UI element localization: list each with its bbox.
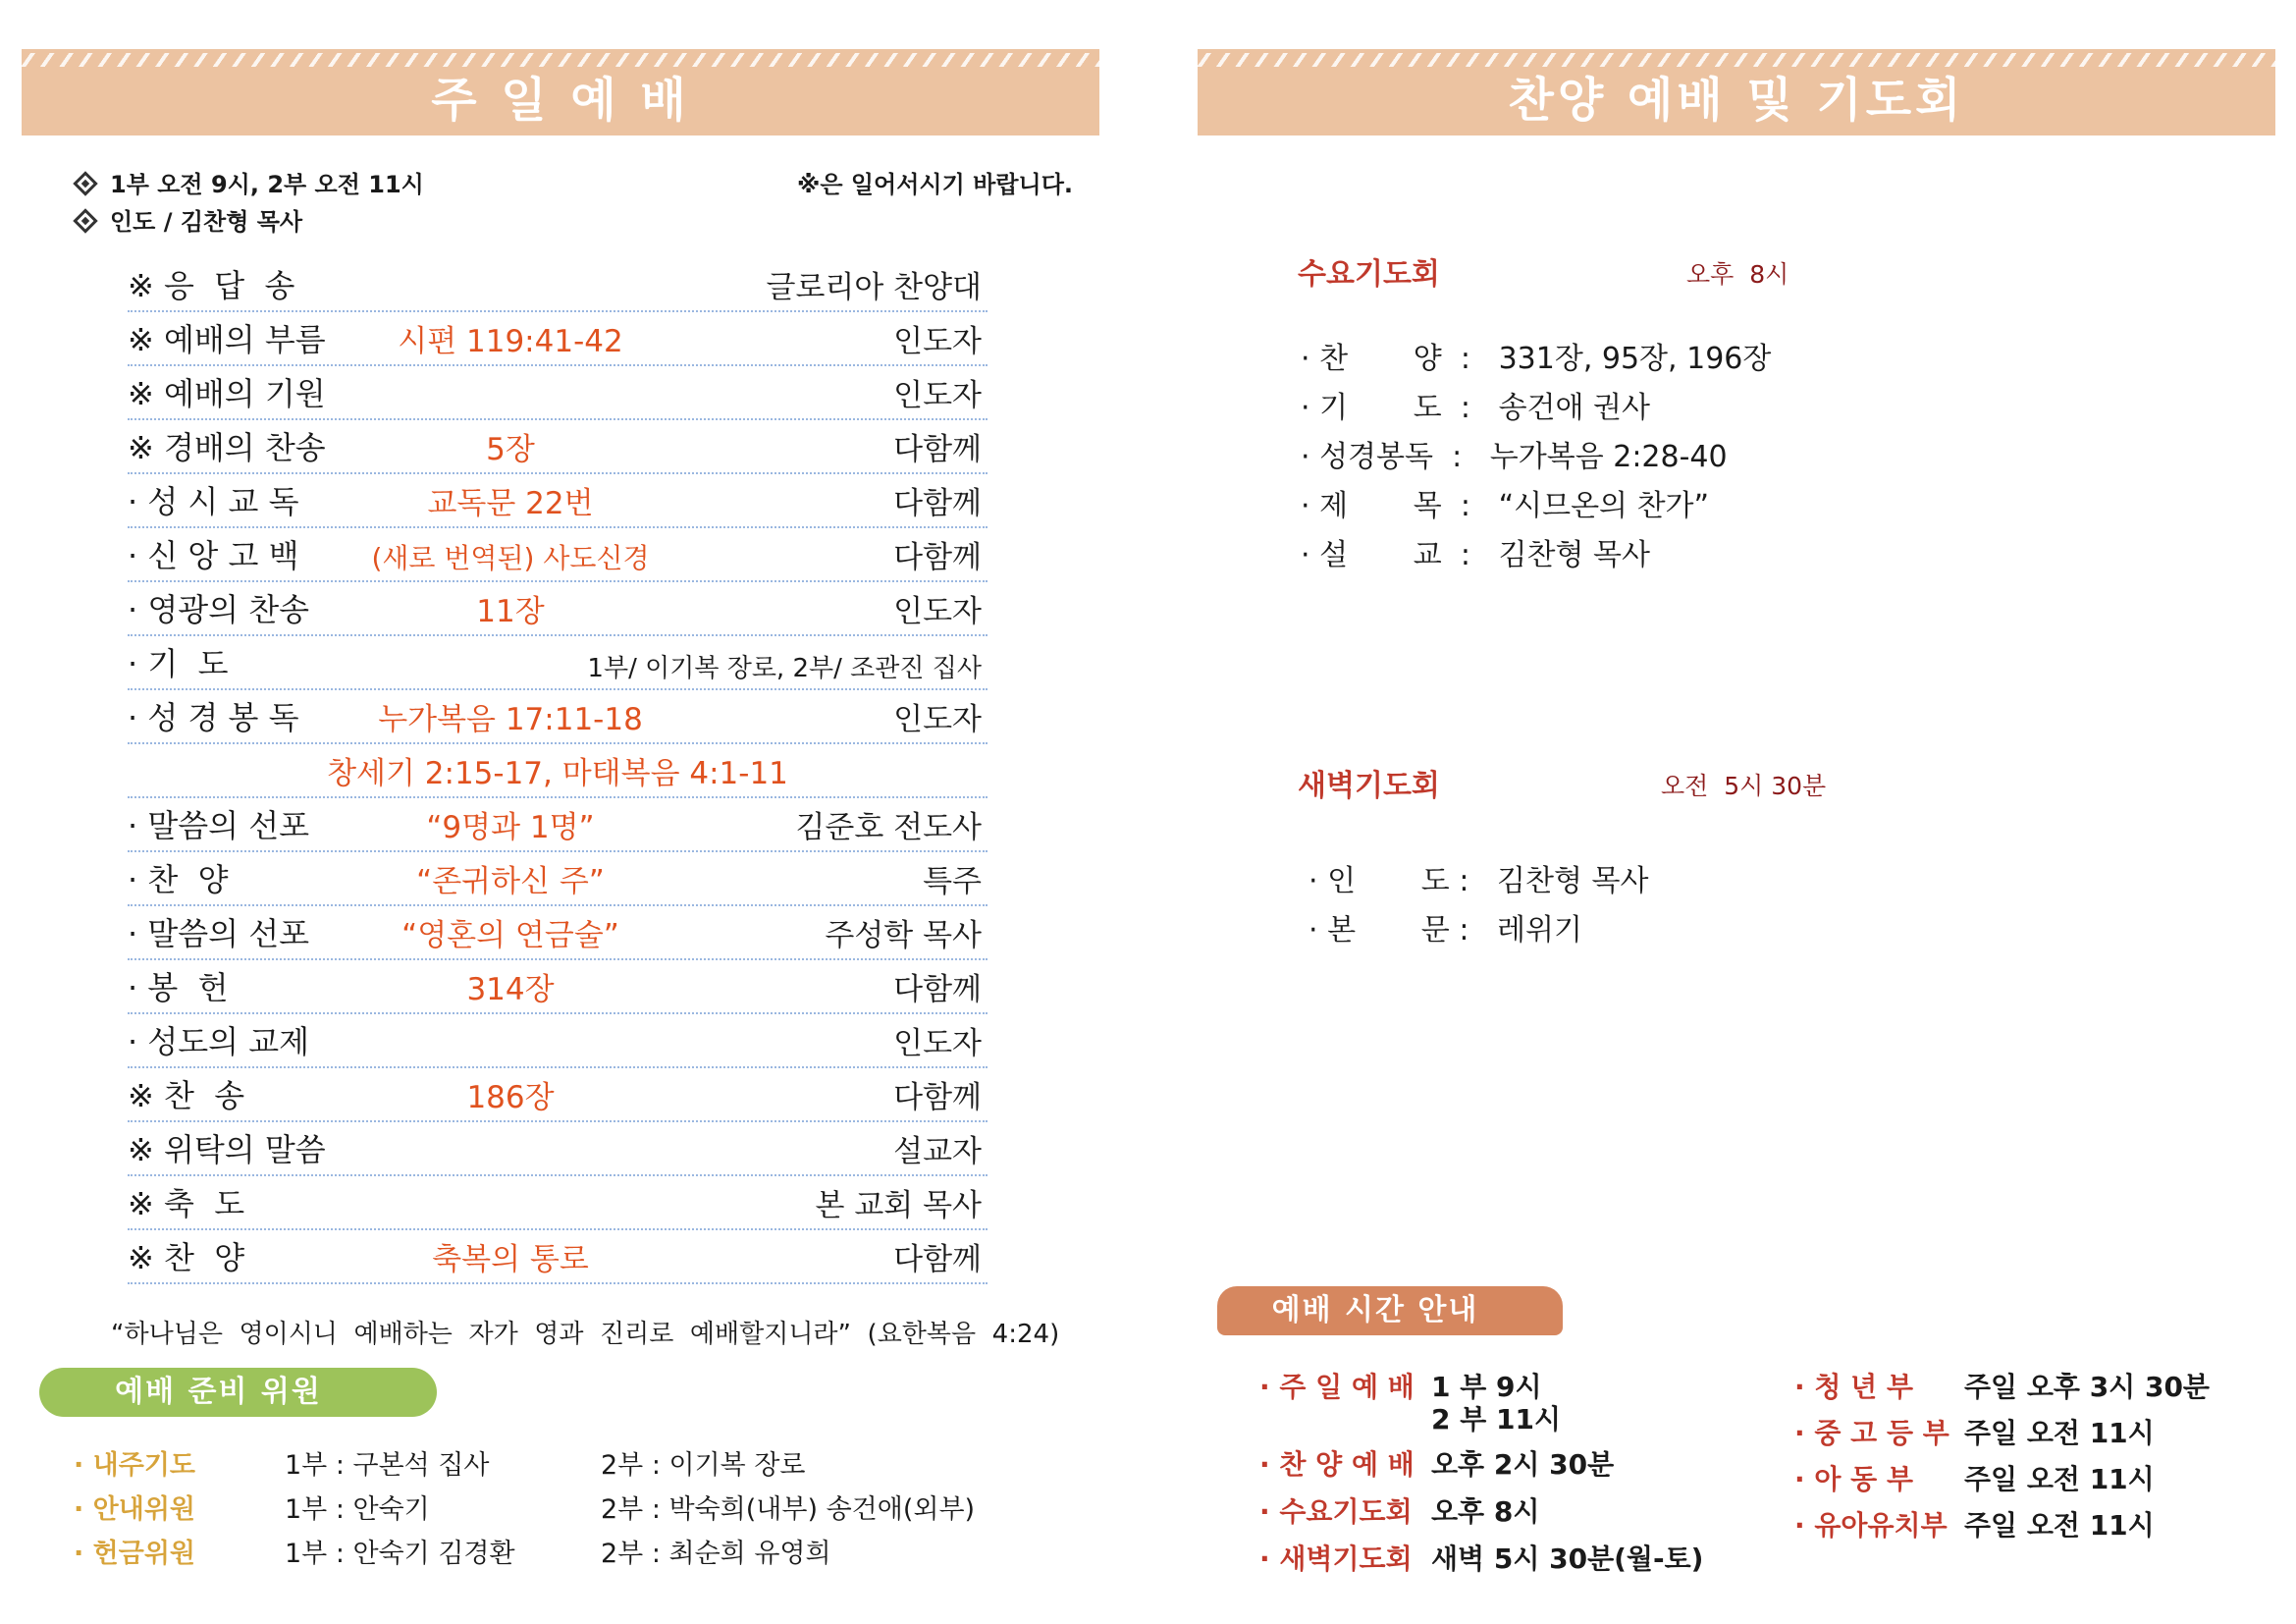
order-row bbox=[128, 421, 988, 474]
wednesday-item: · 기 도 : 송건애 권사 bbox=[1301, 391, 1651, 425]
schedule-label: · 중 고 등 부 bbox=[1794, 1417, 1949, 1449]
order-row bbox=[128, 259, 988, 312]
schedule-label: · 찬 양 예 배 bbox=[1259, 1448, 1415, 1481]
order-detail: 누가복음 17:11-18 bbox=[378, 702, 643, 737]
prep-label: · 안내위원 bbox=[74, 1494, 195, 1525]
prep-first: 1부 : 안숙기 bbox=[285, 1494, 430, 1525]
order-leader: 설교자 bbox=[893, 1134, 982, 1169]
schedule-value: 오후 8시 bbox=[1431, 1495, 1540, 1528]
order-label: · 성도의 교제 bbox=[128, 1023, 310, 1060]
order-leader: 인도자 bbox=[893, 1026, 982, 1061]
schedule-label: · 유아유치부 bbox=[1794, 1509, 1948, 1542]
right-banner bbox=[1198, 49, 2275, 135]
order-detail: 11장 bbox=[476, 594, 545, 629]
order-leader: 다함께 bbox=[893, 1242, 982, 1277]
order-label: · 영광의 찬송 bbox=[128, 591, 310, 628]
prep-first: 1부 : 구본석 집사 bbox=[285, 1450, 490, 1481]
order-row bbox=[128, 583, 988, 636]
leader-text: 인도 / 김찬형 목사 bbox=[110, 208, 303, 236]
prep-label: · 내주기도 bbox=[74, 1450, 195, 1481]
order-detail: 186장 bbox=[466, 1080, 555, 1115]
prep-first: 1부 : 안숙기 김경환 bbox=[285, 1539, 515, 1569]
schedule-value: 2 부 11시 bbox=[1431, 1403, 1562, 1435]
order-label: ※ 응 답 송 bbox=[128, 267, 295, 304]
wednesday-item: · 성경봉독 : 누가복음 2:28-40 bbox=[1301, 440, 1728, 474]
order-label: · 찬 양 bbox=[128, 861, 229, 898]
schedule-value: 오후 2시 30분 bbox=[1431, 1448, 1615, 1481]
order-row bbox=[128, 475, 988, 528]
schedule-value: 1 부 9시 bbox=[1431, 1371, 1542, 1403]
schedule-label: · 수요기도회 bbox=[1259, 1495, 1413, 1528]
order-label: · 신 앙 고 백 bbox=[128, 537, 299, 574]
stand-note: ※은 일어서시기 바랍니다. bbox=[797, 171, 1073, 198]
dawn-time: 오전 5시 30분 bbox=[1661, 772, 1827, 800]
schedule-row bbox=[1259, 1538, 1703, 1577]
right-banner-title: 찬양 예배 및 기도회 bbox=[1508, 73, 1965, 128]
order-label: ※ 예배의 부름 bbox=[128, 321, 326, 358]
wednesday-item: · 설 교 : 김찬형 목사 bbox=[1301, 538, 1651, 572]
order-detail: 교독문 22번 bbox=[427, 486, 594, 521]
schedule-label: · 새벽기도회 bbox=[1259, 1543, 1413, 1575]
order-leader: 다함께 bbox=[893, 486, 982, 521]
order-leader: 다함께 bbox=[893, 540, 982, 575]
order-label: · 성 시 교 독 bbox=[128, 483, 299, 520]
service-times-text: 1부 오전 9시, 2부 오전 11시 bbox=[110, 171, 424, 198]
wednesday-item: · 제 목 : “시므온의 찬가” bbox=[1301, 489, 1710, 523]
order-leader: 주성학 목사 bbox=[825, 918, 982, 953]
dawn-item: · 인 도 : 김찬형 목사 bbox=[1308, 864, 1649, 898]
scripture-quote: “하나님은 영이시니 예배하는 자가 영과 진리로 예배할지니라” (요한복음 4:24) bbox=[111, 1320, 1060, 1349]
order-row bbox=[128, 313, 988, 366]
order-leader: 글로리아 찬양대 bbox=[766, 270, 982, 305]
diamond-icon bbox=[73, 208, 97, 233]
banner-stripe bbox=[22, 53, 1099, 67]
order-row bbox=[128, 1123, 988, 1176]
prep-label: · 헌금위원 bbox=[74, 1539, 195, 1569]
schedule-label: · 아 동 부 bbox=[1794, 1463, 1914, 1495]
order-detail: “9명과 1명” bbox=[426, 810, 595, 845]
order-detail: “존귀하신 주” bbox=[416, 864, 605, 899]
schedule-value: 주일 오전 11시 bbox=[1964, 1463, 2155, 1495]
order-detail: “영혼의 연금술” bbox=[401, 918, 619, 953]
order-row bbox=[128, 1069, 988, 1122]
order-leader: 다함께 bbox=[893, 1080, 982, 1115]
order-row bbox=[128, 1015, 988, 1068]
order-leader: 인도자 bbox=[893, 378, 982, 413]
order-row bbox=[128, 745, 988, 798]
schedule-pill: 예배 시간 안내 bbox=[1217, 1286, 1563, 1335]
left-banner bbox=[22, 49, 1099, 135]
order-leader: 인도자 bbox=[893, 702, 982, 737]
order-leader: 인도자 bbox=[893, 324, 982, 359]
prep-second: 2부 : 이기복 장로 bbox=[601, 1450, 806, 1481]
schedule-row bbox=[1259, 1398, 1561, 1437]
order-leader: 김준호 전도사 bbox=[795, 810, 982, 845]
left-banner-title: 주 일 예 배 bbox=[431, 73, 690, 128]
prep-second: 2부 : 최순희 유영희 bbox=[601, 1539, 831, 1569]
service-times bbox=[77, 165, 424, 199]
schedule-row bbox=[1794, 1412, 2155, 1451]
order-leader: 1부/ 이기복 장로, 2부/ 조관진 집사 bbox=[587, 654, 982, 683]
order-detail: 시편 119:41-42 bbox=[398, 324, 623, 359]
order-label: ※ 축 도 bbox=[128, 1185, 245, 1222]
wednesday-item: · 찬 양 : 331장, 95장, 196장 bbox=[1301, 342, 1772, 376]
order-row bbox=[128, 1231, 988, 1284]
prep-second: 2부 : 박숙희(내부) 송건애(외부) bbox=[601, 1494, 976, 1525]
order-row bbox=[128, 907, 988, 960]
order-label: ※ 찬 양 bbox=[128, 1239, 245, 1276]
order-detail: 314장 bbox=[466, 972, 555, 1007]
schedule-label: · 청 년 부 bbox=[1794, 1371, 1914, 1403]
order-row bbox=[128, 691, 988, 744]
schedule-value: 주일 오전 11시 bbox=[1964, 1509, 2155, 1542]
order-label: · 기 도 bbox=[128, 645, 229, 682]
order-row bbox=[128, 529, 988, 582]
order-label: ※ 위탁의 말씀 bbox=[128, 1131, 326, 1168]
schedule-value: 주일 오전 11시 bbox=[1964, 1417, 2155, 1449]
order-label: ※ 찬 송 bbox=[128, 1077, 245, 1114]
order-label: ※ 경배의 찬송 bbox=[128, 429, 326, 466]
schedule-row bbox=[1259, 1490, 1539, 1530]
order-label: · 말씀의 선포 bbox=[128, 807, 310, 844]
order-row bbox=[128, 961, 988, 1014]
schedule-row bbox=[1794, 1458, 2155, 1497]
leader-info bbox=[77, 202, 302, 237]
order-leader: 다함께 bbox=[893, 432, 982, 467]
schedule-value: 새벽 5시 30분(월-토) bbox=[1431, 1543, 1704, 1575]
dawn-item: · 본 문 : 레위기 bbox=[1308, 913, 1582, 947]
diamond-icon bbox=[73, 171, 97, 195]
order-leader: 특주 bbox=[923, 864, 982, 899]
order-label: · 성 경 봉 독 bbox=[128, 699, 299, 736]
wednesday-time: 오후 8시 bbox=[1686, 260, 1789, 289]
order-detail: 축복의 통로 bbox=[432, 1242, 589, 1277]
wednesday-title: 수요기도회 bbox=[1298, 257, 1440, 292]
order-label: · 봉 헌 bbox=[128, 969, 229, 1006]
order-scripture-extra: 창세기 2:15-17, 마태복음 4:1-11 bbox=[327, 756, 788, 791]
order-row bbox=[128, 799, 988, 852]
schedule-row bbox=[1794, 1504, 2155, 1543]
banner-stripe bbox=[1198, 53, 2275, 67]
order-row bbox=[128, 1177, 988, 1230]
order-label: ※ 예배의 기원 bbox=[128, 375, 326, 412]
order-row bbox=[128, 367, 988, 420]
schedule-row bbox=[1259, 1443, 1614, 1483]
order-row bbox=[128, 853, 988, 906]
order-leader: 인도자 bbox=[893, 594, 982, 629]
order-leader: 다함께 bbox=[893, 972, 982, 1007]
prep-committee-pill: 예배 준비 위원 bbox=[39, 1368, 437, 1417]
dawn-title: 새벽기도회 bbox=[1298, 769, 1440, 803]
order-detail: (새로 번역된) 사도신경 bbox=[371, 542, 650, 574]
order-row bbox=[128, 637, 988, 690]
order-leader: 본 교회 목사 bbox=[815, 1188, 982, 1223]
order-label: · 말씀의 선포 bbox=[128, 915, 310, 952]
schedule-label: · 주 일 예 배 bbox=[1259, 1371, 1415, 1403]
order-detail: 5장 bbox=[486, 432, 535, 467]
schedule-value: 주일 오후 3시 30분 bbox=[1964, 1371, 2210, 1403]
schedule-row bbox=[1794, 1366, 2210, 1405]
